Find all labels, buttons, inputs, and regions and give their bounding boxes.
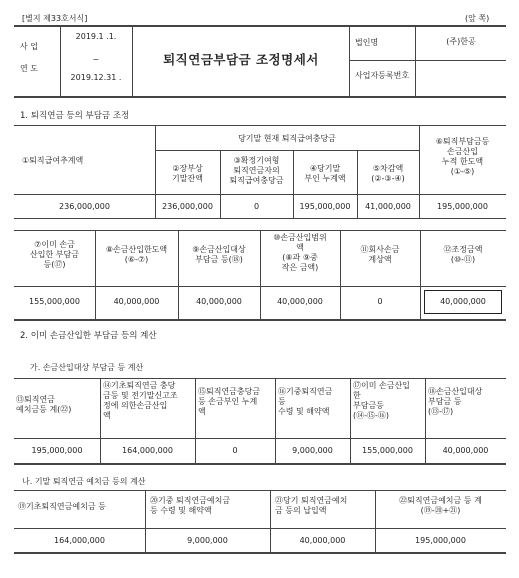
section1-title: 1. 퇴직연금 등의 부담금 조정 bbox=[20, 111, 130, 121]
year-label-1: 사 업 bbox=[20, 42, 38, 51]
a-row-cell14: 164,000,000 bbox=[122, 446, 173, 455]
a-col13-header: ⑬퇴직연금 예치금등 계(㉒) bbox=[16, 395, 72, 414]
col7-header: ⑦이미 손금 산입한 부담금 등(⑰) bbox=[30, 240, 79, 269]
b-col19-header: ⑲기초퇴직연금예치금 등 bbox=[18, 502, 106, 511]
col1-header: ①퇴직급여추계액 bbox=[22, 156, 84, 165]
corp-name-label: 법인명 bbox=[355, 38, 379, 47]
a-col16-header: ⑯기중퇴직연금 등 수령 및 해약액 bbox=[278, 387, 333, 416]
col5-header: ⑤차감액 (②-③-④) bbox=[371, 164, 405, 183]
biz-no-label: 사업자등록번호 bbox=[355, 71, 410, 80]
s1-row2-cell11: 0 bbox=[377, 297, 383, 306]
col10-header: ⑩손금산입범위 액 (⑧과 ⑨중 작은 금액) bbox=[273, 233, 327, 272]
s1-row1-cell1: 236,000,000 bbox=[59, 202, 110, 211]
subsection-b-title: 나. 기말 퇴직연금 예치금 등의 계산 bbox=[22, 477, 146, 486]
a-row-cell16: 9,000,000 bbox=[292, 446, 333, 455]
col8-header: ⑧손금산입한도액 (⑥-⑦) bbox=[105, 245, 168, 264]
form-number: [별지 제33호서식] bbox=[22, 14, 88, 23]
section2-title: 2. 이미 손금산입한 부담금 등의 계산 bbox=[20, 331, 157, 341]
col4-header: ④당기말 부인 누계액 bbox=[304, 164, 346, 183]
period-end: 2019.12.31 . bbox=[70, 73, 122, 82]
col6-header: ⑥퇴직부담금등 손금산입 누적 한도액 (①-⑤) bbox=[435, 137, 490, 176]
s1-row2-cell7: 155,000,000 bbox=[29, 297, 80, 306]
s1-row1-cell6: 195,000,000 bbox=[437, 202, 488, 211]
a-row-cell18: 40,000,000 bbox=[442, 446, 489, 455]
s1-row2-cell9: 40,000,000 bbox=[196, 297, 242, 306]
col12-header: ⑫조정금액 (⑩-⑪) bbox=[443, 245, 483, 264]
s1-row2-cell8: 40,000,000 bbox=[113, 297, 160, 306]
a-col14-header: ⑭기초퇴직연금 충당 금등 및 전기말신고조 정에 의한손금산입 액 bbox=[103, 381, 178, 420]
col2-header: ②장부상 기말잔액 bbox=[172, 164, 203, 183]
b-col21-header: ㉑당기 퇴직연금예치 금 등의 납입액 bbox=[275, 496, 348, 515]
b-row-cell19: 164,000,000 bbox=[54, 536, 105, 545]
col11-header: ⑪회사손금 계상액 bbox=[360, 245, 400, 264]
year-label-2: 연 도 bbox=[20, 64, 38, 73]
col3-header: ③확정기여형 퇴직연금자의 퇴직급여충당금 bbox=[229, 156, 284, 185]
b-col22-header: ㉒퇴직연금예치금 등 계 (⑲-⑳+㉑) bbox=[399, 496, 482, 515]
a-row-cell13: 195,000,000 bbox=[31, 446, 83, 455]
s1-row2-cell12: 40,000,000 bbox=[440, 297, 486, 306]
a-col18-header: ⑱손금산입대상 부담금 등 (⑬-⑰) bbox=[428, 387, 483, 416]
a-row-cell15: 0 bbox=[232, 446, 238, 455]
b-row-cell21: 40,000,000 bbox=[299, 536, 346, 545]
a-row-cell17: 155,000,000 bbox=[362, 446, 413, 455]
period-separator: ~ bbox=[92, 55, 100, 64]
b-row-cell20: 9,000,000 bbox=[187, 536, 228, 545]
period-start: 2019.1 .1. bbox=[75, 32, 117, 41]
col9-header: ⑨손금산입대상 부담금 등(⑱) bbox=[192, 245, 246, 264]
b-row-cell22: 195,000,000 bbox=[415, 536, 466, 545]
s1-row2-cell10: 40,000,000 bbox=[277, 297, 323, 306]
s1-row1-cell3: 0 bbox=[253, 202, 260, 211]
s1-row1-cell2: 236,000,000 bbox=[162, 202, 213, 211]
a-col15-header: ⑮퇴직연금충당금 등 손금부인 누계 액 bbox=[198, 387, 261, 416]
s1-row1-cell5: 41,000,000 bbox=[365, 202, 411, 211]
page-side-label: (앞 쪽) bbox=[465, 14, 490, 23]
a-col17-header: ⑰이미 손금산입 한 부담금등 (⑭-⑮-⑯) bbox=[353, 381, 410, 420]
s1-row1-cell4: 195,000,000 bbox=[299, 202, 351, 211]
subsection-a-title: 가. 손금산입대상 부담금 등 계산 bbox=[30, 363, 144, 372]
group-header-provision: 당기말 현재 퇴직급여충당금 bbox=[238, 134, 336, 143]
b-col20-header: ⑳기중 퇴직연금예치금 등 수령 및 해약액 bbox=[150, 496, 231, 515]
page-title: 퇴직연금부담금 조정명세서 bbox=[163, 52, 319, 67]
corp-name-value: (주)한공 bbox=[446, 37, 476, 46]
